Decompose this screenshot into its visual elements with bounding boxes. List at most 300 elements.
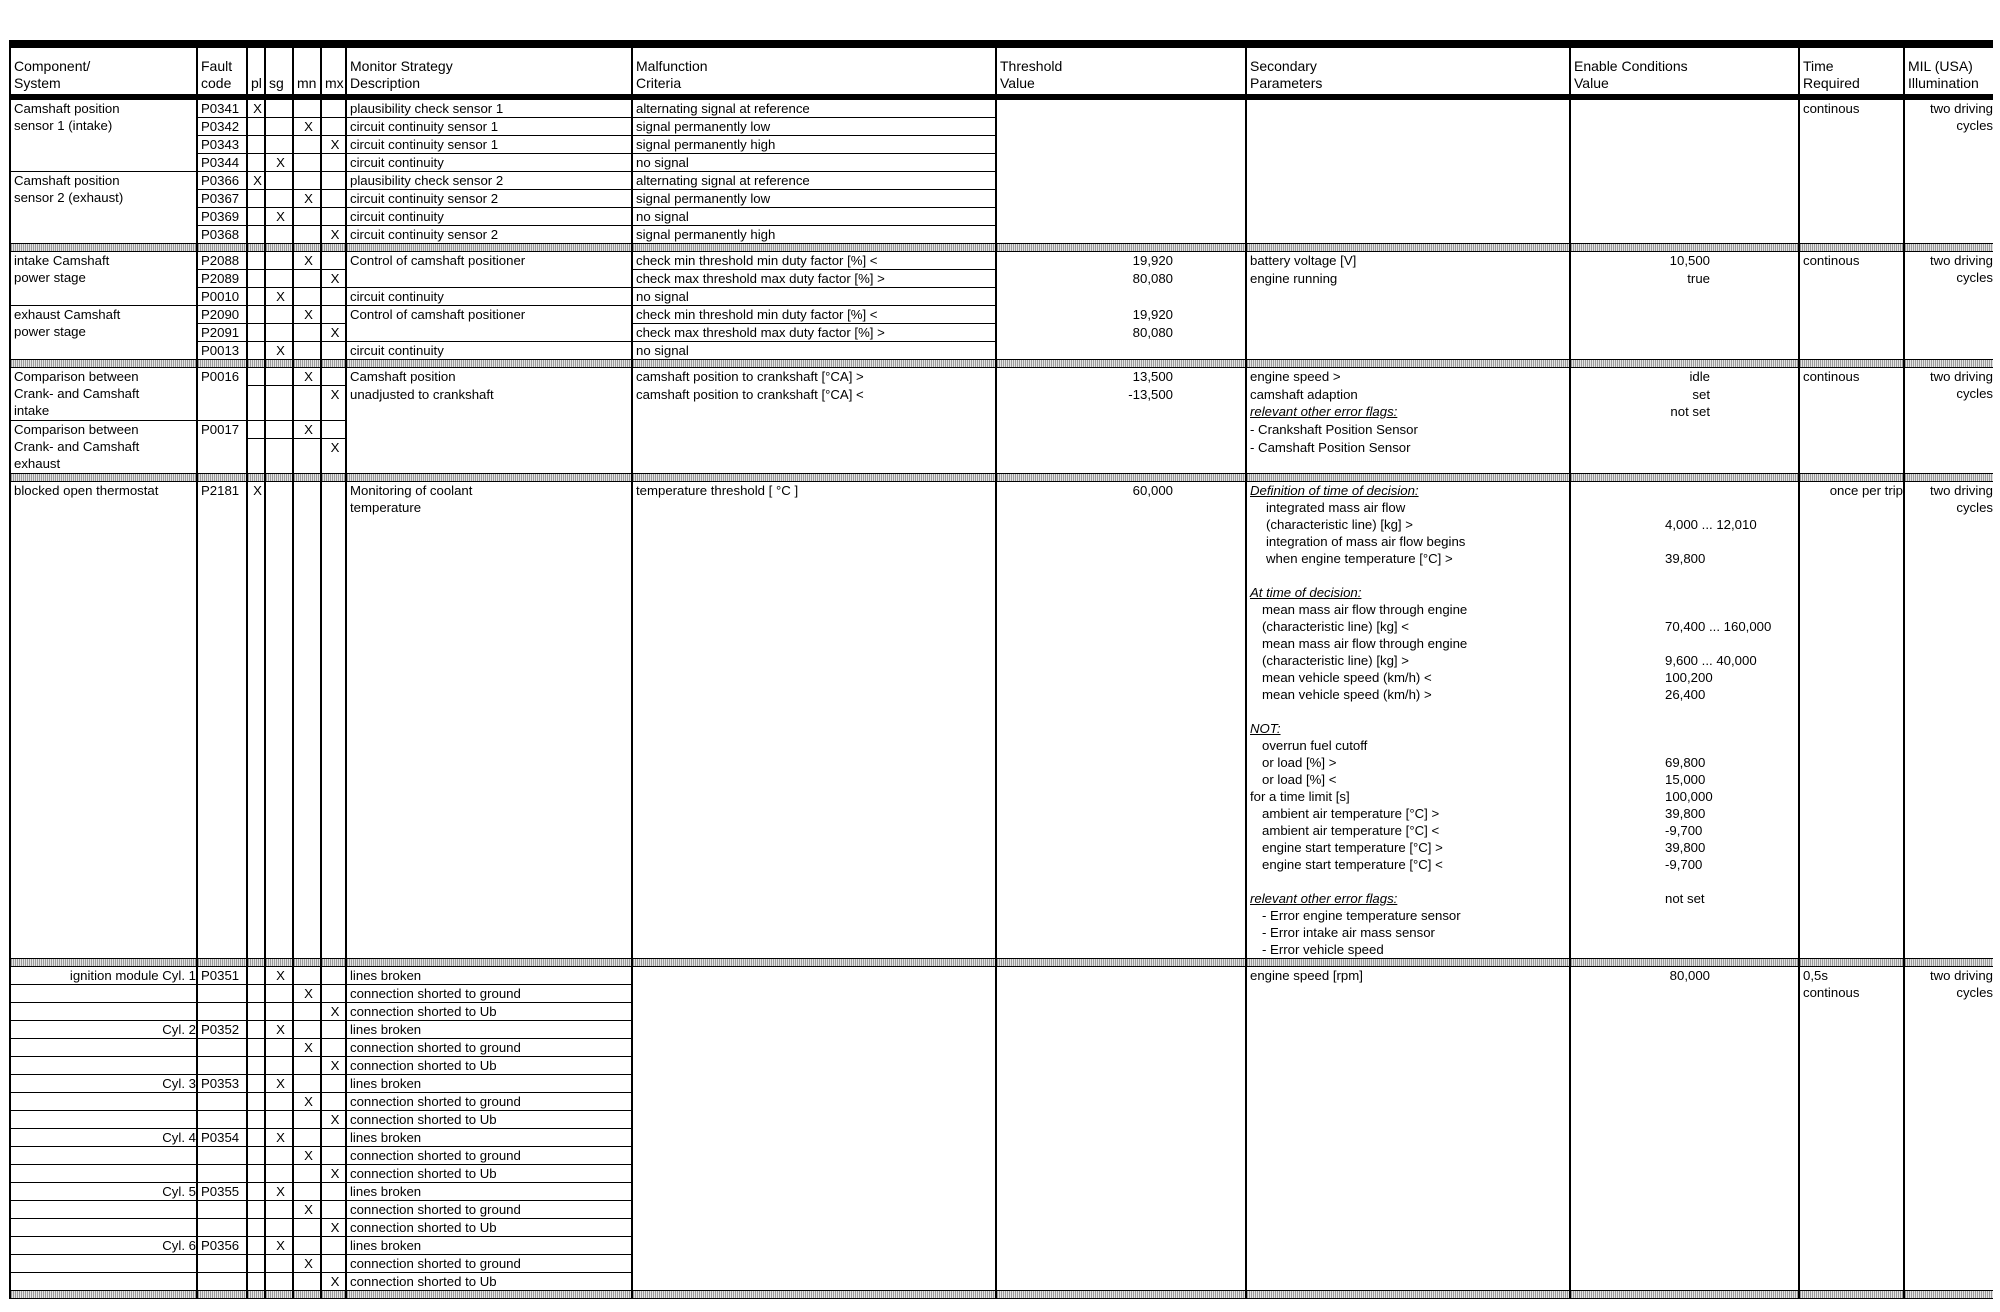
monitor-desc <box>346 1183 632 1201</box>
enable-header: Enable Conditions Value <box>1574 58 1688 91</box>
pl-flag <box>247 403 265 421</box>
secondary-param <box>1246 737 1570 754</box>
enable-value <box>1570 941 1799 959</box>
component-ignition <box>10 985 197 1003</box>
monitor-desc <box>346 403 632 421</box>
cell-text: 4,000 ... 12,010 <box>1665 517 1757 532</box>
cell-text: Camshaft position <box>14 173 120 188</box>
cell-text: lines broken <box>350 1130 422 1145</box>
time-required <box>1799 252 1904 360</box>
cell-text: Cyl. 3 <box>162 1076 196 1091</box>
cell-text: (characteristic line) [kg] > <box>1266 517 1413 532</box>
cell-text: no signal <box>636 343 689 358</box>
mx-flag <box>321 208 346 226</box>
mx-flag <box>321 97 346 118</box>
cell-text: cycles <box>1956 985 1993 1000</box>
cell-text: camshaft position to crankshaft [°CA] < <box>636 386 864 402</box>
mx-flag <box>321 324 346 342</box>
cell-text: - Crankshaft Position Sensor <box>1250 421 1418 437</box>
enable-value <box>1570 652 1799 669</box>
monitor-desc <box>346 342 632 360</box>
mx-flag <box>321 1003 346 1021</box>
cell-text: ambient air temperature [°C] < <box>1262 823 1440 838</box>
mn-flag <box>293 1111 321 1129</box>
cell-text: not set <box>1665 891 1705 906</box>
cell-text: no signal <box>636 155 689 170</box>
mx-flag <box>321 1147 346 1165</box>
pl-flag <box>247 1183 265 1201</box>
sg-flag <box>265 1255 293 1273</box>
secondary-param <box>1246 386 1570 404</box>
x-mark: X <box>304 422 313 437</box>
sg-flag <box>265 1237 293 1255</box>
cell-text: cycles <box>1956 386 1993 401</box>
cell-text: - Error vehicle speed <box>1262 942 1384 957</box>
separator-cell <box>265 244 293 252</box>
secondary-param <box>1246 873 1570 890</box>
enable-value <box>1570 788 1799 805</box>
fault-code <box>197 1039 247 1057</box>
cell-text: signal permanently high <box>636 137 776 152</box>
col-header-secondary <box>1246 44 1570 97</box>
fault-code-text: P0016 <box>201 369 240 384</box>
cell-text: continous <box>1803 369 1860 384</box>
fault-code-text: P0356 <box>201 1238 240 1253</box>
mx-flag <box>321 403 346 421</box>
mx-flag <box>321 1021 346 1039</box>
secondary-param <box>1246 686 1570 703</box>
x-mark: X <box>276 1076 285 1091</box>
component-ignition <box>10 1219 197 1237</box>
cell-text: connection shorted to ground <box>350 1094 521 1109</box>
monitor-desc <box>346 190 632 208</box>
cell-text: plausibility check sensor 1 <box>350 101 504 116</box>
col-header-sg <box>265 44 293 97</box>
pl-flag <box>247 1039 265 1057</box>
x-mark: X <box>304 119 313 134</box>
mn-flag <box>293 306 321 324</box>
enable-value <box>1570 368 1799 386</box>
separator-cell <box>632 244 996 252</box>
separator-cell <box>346 360 632 368</box>
mx-flag <box>321 386 346 404</box>
fault-code-text: P0355 <box>201 1184 240 1199</box>
mx-flag <box>321 1039 346 1057</box>
mx-flag <box>321 1057 346 1075</box>
cell-text: circuit continuity sensor 2 <box>350 227 499 242</box>
malfunction-criteria <box>632 270 996 288</box>
sg-flag <box>265 967 293 985</box>
malfunction-criteria <box>632 154 996 172</box>
sg-flag <box>265 1147 293 1165</box>
mx-flag <box>321 482 346 959</box>
col-header-mil <box>1904 44 1993 97</box>
section-separator <box>10 1291 1993 1299</box>
cell-text: mean vehicle speed (km/h) > <box>1262 687 1432 702</box>
enable-value <box>1570 584 1799 601</box>
x-mark: X <box>276 968 285 983</box>
cell-text: 9,600 ... 40,000 <box>1665 653 1757 668</box>
table-row <box>10 403 1993 421</box>
pl-flag <box>247 1255 265 1273</box>
separator-cell <box>1799 1291 1904 1299</box>
col-header-pl <box>247 44 265 97</box>
table-row <box>10 482 1993 500</box>
mn-flag <box>293 118 321 136</box>
component-ignition <box>10 967 197 985</box>
secondary-param <box>1246 288 1570 306</box>
mn-flag <box>293 324 321 342</box>
enable-value <box>1570 720 1799 737</box>
mn-flag <box>293 1129 321 1147</box>
monitor-desc <box>346 386 632 404</box>
fault-code-text: P2088 <box>201 253 240 268</box>
cell-text: Crank- and Camshaft <box>14 439 140 454</box>
cell-text: plausibility check sensor 2 <box>350 173 504 188</box>
threshold-value <box>996 456 1246 474</box>
enable-value <box>1570 421 1799 439</box>
pl-flag <box>247 136 265 154</box>
cell-text: circuit continuity sensor 1 <box>350 119 499 134</box>
mx-flag <box>321 1219 346 1237</box>
cell-text: ignition module Cyl. 1 <box>69 968 196 983</box>
enable-value <box>1570 805 1799 822</box>
component-comparison-exhaust <box>10 421 197 474</box>
mx-flag <box>321 1129 346 1147</box>
section-separator <box>10 474 1993 482</box>
mx-flag <box>321 1183 346 1201</box>
x-mark: X <box>304 307 313 322</box>
secondary-param <box>1246 324 1570 342</box>
separator-cell <box>996 244 1246 252</box>
sg-flag <box>265 288 293 306</box>
monitor-desc <box>346 1057 632 1075</box>
cell-text: Comparison between <box>14 422 139 437</box>
secondary-param <box>1246 669 1570 686</box>
component-ignition <box>10 1147 197 1165</box>
pl-flag <box>247 306 265 324</box>
sg-flag <box>265 118 293 136</box>
cell-text: 39,800 <box>1665 551 1706 566</box>
cell-text: true <box>1687 270 1710 286</box>
mn-flag <box>293 190 321 208</box>
separator-cell <box>10 474 197 482</box>
enable-value <box>1570 967 1799 1291</box>
enable-value <box>1570 856 1799 873</box>
separator-cell <box>197 959 247 967</box>
secondary-param <box>1246 584 1570 601</box>
sg-flag <box>265 439 293 457</box>
sg-flag <box>265 1111 293 1129</box>
secondary-param <box>1246 771 1570 788</box>
mn-flag <box>293 386 321 404</box>
pl-flag <box>247 288 265 306</box>
monitor-desc <box>346 985 632 1003</box>
table-row <box>10 456 1993 474</box>
secondary-params <box>1246 97 1570 244</box>
enable-value <box>1570 669 1799 686</box>
cell-text: 15,000 <box>1665 772 1706 787</box>
sg-flag <box>265 172 293 190</box>
malfunction-criteria <box>632 342 996 360</box>
mx-flag <box>321 252 346 270</box>
cell-text: (characteristic line) [kg] > <box>1262 653 1409 668</box>
threshold-value <box>996 368 1246 386</box>
cell-text: circuit continuity sensor 2 <box>350 191 499 206</box>
separator-cell <box>1904 1291 1993 1299</box>
monitor-desc <box>346 1201 632 1219</box>
threshold-value <box>996 967 1246 1291</box>
cell-text: no signal <box>636 209 689 224</box>
sg-flag <box>265 270 293 288</box>
fault-code-text: P0342 <box>201 119 240 134</box>
fault-code <box>197 403 247 421</box>
mn-flag <box>293 985 321 1003</box>
monitor-desc <box>346 1147 632 1165</box>
secondary-param <box>1246 822 1570 839</box>
threshold-value <box>996 288 1246 306</box>
x-mark: X <box>276 155 285 170</box>
monitor-desc <box>346 967 632 985</box>
pl-flag <box>247 1003 265 1021</box>
x-mark: X <box>330 1112 340 1127</box>
cell-text: exhaust Camshaft <box>14 307 121 322</box>
x-mark: X <box>276 343 285 358</box>
mn-flag <box>293 172 321 190</box>
separator-cell <box>1904 244 1993 252</box>
col-header-fault <box>197 44 247 97</box>
col-header-time <box>1799 44 1904 97</box>
pl-flag <box>247 1111 265 1129</box>
sg-flag <box>265 1129 293 1147</box>
cell-text: circuit continuity <box>350 209 444 224</box>
cell-text: 39,800 <box>1665 840 1706 855</box>
threshold-value <box>996 482 1246 959</box>
mx-flag <box>321 1111 346 1129</box>
x-mark: X <box>330 440 340 455</box>
cell-text: engine speed [rpm] <box>1250 968 1363 983</box>
sg-flag <box>265 154 293 172</box>
secondary-param <box>1246 439 1570 457</box>
table-row <box>10 97 1993 118</box>
secondary-param <box>1246 342 1570 360</box>
cell-text: overrun fuel cutoff <box>1262 738 1368 753</box>
x-mark: X <box>330 1274 340 1289</box>
cell-text: 100,200 <box>1665 670 1713 685</box>
enable-value <box>1570 737 1799 754</box>
fault-code <box>197 154 247 172</box>
mx-flag <box>321 421 346 439</box>
sg-flag <box>265 1219 293 1237</box>
mn-flag <box>293 252 321 270</box>
threshold-value <box>996 421 1246 439</box>
separator-cell <box>1904 474 1993 482</box>
cell-text: connection shorted to ground <box>350 1256 521 1271</box>
fault-code <box>197 306 247 324</box>
component-ignition <box>10 1129 197 1147</box>
separator-cell <box>632 959 996 967</box>
mn-flag <box>293 288 321 306</box>
monitor-desc <box>346 482 632 959</box>
secondary-param <box>1246 754 1570 771</box>
pl-flag <box>247 1273 265 1291</box>
monitor-desc <box>346 1021 632 1039</box>
component-ignition <box>10 1075 197 1093</box>
table-row <box>10 368 1993 386</box>
monitor-desc <box>346 1111 632 1129</box>
mn-flag <box>293 1201 321 1219</box>
cell-text: engine start temperature [°C] > <box>1262 840 1443 855</box>
component-cam-sensor-1 <box>10 97 197 172</box>
x-mark: X <box>276 1238 285 1253</box>
component-header: Component/ System <box>14 58 91 91</box>
mx-flag <box>321 190 346 208</box>
cell-text: two driving <box>1929 101 1993 116</box>
fault-code <box>197 1183 247 1201</box>
fault-code <box>197 1111 247 1129</box>
cell-text: lines broken <box>350 1022 422 1037</box>
secondary-param <box>1246 482 1570 500</box>
mx-flag <box>321 154 346 172</box>
mn-flag <box>293 1075 321 1093</box>
cell-text: power stage <box>14 324 86 339</box>
fault-code <box>197 1273 247 1291</box>
cell-text: connection shorted to ground <box>350 1202 521 1217</box>
pl-flag <box>247 1219 265 1237</box>
monitor-desc <box>346 1003 632 1021</box>
cell-text: Definition of time of decision: <box>1250 483 1419 498</box>
cell-text: sensor 2 (exhaust) <box>14 190 124 205</box>
separator-cell <box>10 1291 197 1299</box>
threshold-header: Threshold Value <box>1000 58 1063 91</box>
cell-text: camshaft adaption <box>1250 386 1358 402</box>
separator-cell <box>197 360 247 368</box>
monitor-desc <box>346 97 632 118</box>
enable-value <box>1570 342 1799 360</box>
cell-text: Control of camshaft positioner <box>350 253 526 268</box>
fault-code-text: P0013 <box>201 343 240 358</box>
sg-flag <box>265 324 293 342</box>
table-row <box>10 252 1993 270</box>
pl-flag <box>247 1075 265 1093</box>
fault-code-text: P0366 <box>201 173 240 188</box>
enable-value <box>1570 499 1799 516</box>
cell-text: blocked open thermostat <box>14 483 159 498</box>
cell-text: ambient air temperature [°C] > <box>1262 806 1440 821</box>
x-mark: X <box>276 289 285 304</box>
separator-cell <box>321 1291 346 1299</box>
mx-flag <box>321 172 346 190</box>
component-ignition <box>10 1237 197 1255</box>
fault-code-text: P0353 <box>201 1076 240 1091</box>
secondary-param <box>1246 618 1570 635</box>
cell-text: Cyl. 5 <box>162 1184 196 1199</box>
cell-text: once per trip <box>1829 483 1903 498</box>
mil-illumination <box>1904 97 1993 244</box>
cell-text: two driving <box>1929 483 1993 498</box>
cell-text: two driving <box>1929 369 1993 384</box>
fault-code <box>197 1075 247 1093</box>
component-ignition <box>10 1273 197 1291</box>
enable-value <box>1570 288 1799 306</box>
col-header-mx <box>321 44 346 97</box>
fault-header: Fault code <box>201 58 233 91</box>
separator-cell <box>265 959 293 967</box>
time-required <box>1799 368 1904 474</box>
malfunction-criteria <box>632 482 996 959</box>
cell-text: or load [%] > <box>1262 755 1337 770</box>
malfunction-criteria <box>632 368 996 386</box>
mn-flag <box>293 1273 321 1291</box>
monitor-desc <box>346 1219 632 1237</box>
separator-cell <box>197 244 247 252</box>
enable-value <box>1570 550 1799 567</box>
sg-flag <box>265 1075 293 1093</box>
mil-illumination <box>1904 482 1993 959</box>
enable-value <box>1570 754 1799 771</box>
secondary-param <box>1246 421 1570 439</box>
pl-flag <box>247 208 265 226</box>
separator-cell <box>293 959 321 967</box>
enable-value <box>1570 635 1799 652</box>
component-ignition <box>10 1057 197 1075</box>
sg-flag <box>265 306 293 324</box>
pl-flag <box>247 154 265 172</box>
secondary-param <box>1246 652 1570 669</box>
monitor-desc <box>346 136 632 154</box>
cell-text: lines broken <box>350 1076 422 1091</box>
mn-flag <box>293 154 321 172</box>
x-mark: X <box>330 1166 340 1181</box>
x-mark: X <box>276 1184 285 1199</box>
mil-illumination <box>1904 368 1993 474</box>
fault-code <box>197 1219 247 1237</box>
table-row <box>10 306 1993 324</box>
monitor-desc <box>346 172 632 190</box>
fault-code-text: P0352 <box>201 1022 240 1037</box>
component-ignition <box>10 1255 197 1273</box>
cell-text: not set <box>1670 404 1710 419</box>
separator-cell <box>10 360 197 368</box>
pl-flag <box>247 1201 265 1219</box>
sg-flag <box>265 421 293 439</box>
cell-text: Camshaft position <box>14 101 120 116</box>
col-header-component <box>10 44 197 97</box>
secondary-param <box>1246 839 1570 856</box>
time-header: Time Required <box>1803 58 1860 91</box>
secondary-param <box>1246 270 1570 288</box>
cell-text: when engine temperature [°C] > <box>1266 551 1453 566</box>
secondary-param <box>1246 516 1570 533</box>
cell-text: intake <box>14 403 50 418</box>
fault-code <box>197 97 247 118</box>
separator-cell <box>1570 1291 1799 1299</box>
sg-flag <box>265 97 293 118</box>
x-mark: X <box>304 1094 313 1109</box>
cell-text: check min threshold min duty factor [%] < <box>636 307 878 322</box>
cell-text: circuit continuity sensor 1 <box>350 137 499 152</box>
table-row <box>10 342 1993 360</box>
malfunction-criteria <box>632 288 996 306</box>
secondary-param <box>1246 403 1570 421</box>
separator-cell <box>346 959 632 967</box>
x-mark: X <box>330 1058 340 1073</box>
fault-code <box>197 456 247 474</box>
mx-flag <box>321 967 346 985</box>
cell-text: continous <box>1803 985 1860 1000</box>
secondary-param <box>1246 924 1570 941</box>
pl-flag <box>247 482 265 959</box>
